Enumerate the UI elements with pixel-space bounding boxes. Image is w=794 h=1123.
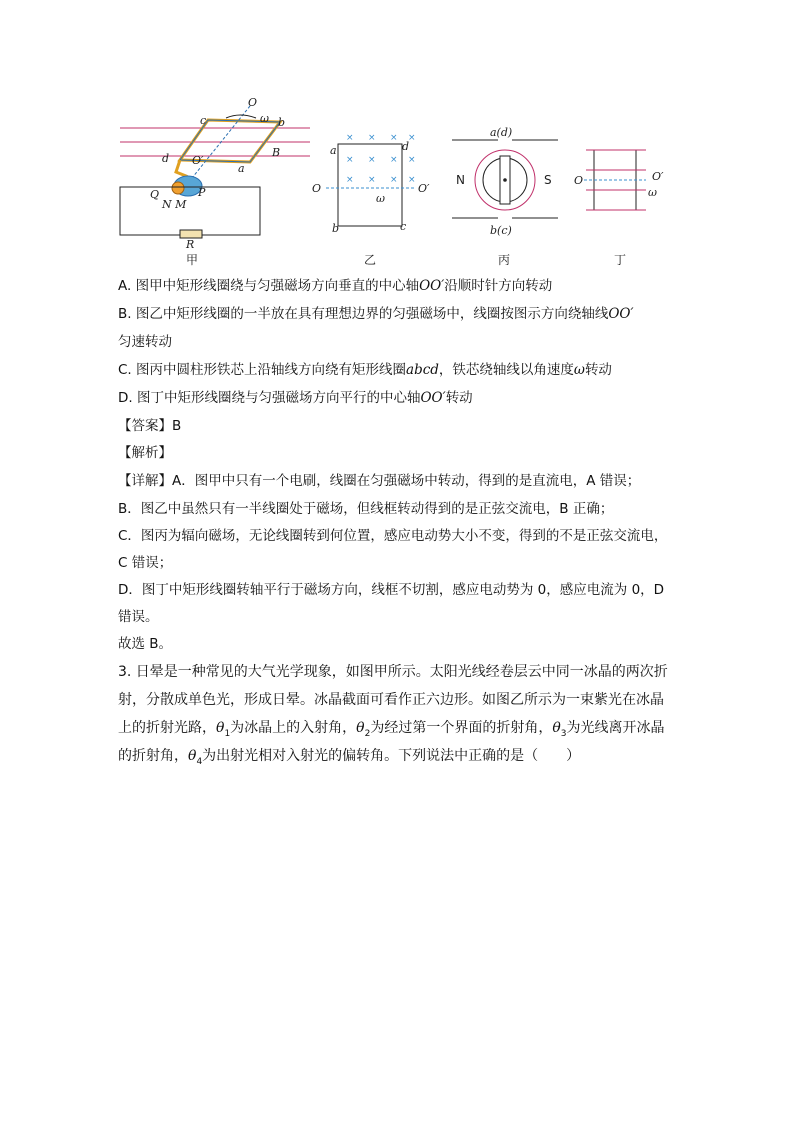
option-d: [118, 388, 473, 408]
q3-l4b: 为出射光相对入射光的偏转角。下列说法中正确的是（ ）: [202, 748, 581, 764]
label-Oprime: O′: [192, 154, 204, 167]
label-P: P: [198, 186, 206, 199]
q3-line-1: 3. 日晕是一种常见的大气光学现象，如图甲所示。太阳光线经卷层云中同一冰晶的两次折: [118, 664, 668, 680]
theta-4: θ: [188, 748, 197, 764]
detail-tag: 【详解】: [118, 473, 172, 489]
q3-l3d: 为光线离开冰晶: [566, 720, 665, 736]
label-omega: ω: [376, 192, 385, 205]
q3-line-2: 射，分散成单色光，形成日晕。冰晶截面可看作正六边形。如图乙所示为一束紫光在冰晶: [118, 692, 664, 708]
option-a-text: A. 图甲中矩形线圈绕与匀强磁场方向垂直的中心轴: [118, 278, 420, 294]
svg-text:×: ×: [346, 155, 354, 165]
option-a-post: 沿顺时针方向转动: [444, 278, 553, 294]
label-a: a: [238, 162, 245, 175]
caption-bing: 丙: [498, 253, 511, 267]
option-c: [118, 360, 612, 380]
detail-line-1: [118, 471, 640, 491]
option-b-var: OO′: [608, 306, 634, 322]
detail-line-3: C．图丙为辐向磁场，无论线圈转到何位置，感应电动势大小不变，得到的不是正弦交流电，: [118, 528, 668, 544]
caption-ding: 丁: [614, 253, 627, 267]
answer-line: [118, 416, 181, 436]
option-a: [118, 276, 552, 296]
svg-text:×: ×: [346, 133, 354, 143]
svg-text:×: ×: [346, 175, 354, 185]
theta-4-sub: 4: [196, 756, 203, 767]
theta-2: θ: [356, 720, 365, 736]
option-d-var: OO′: [420, 390, 446, 406]
option-c-var2: ω: [573, 362, 585, 378]
option-c-mid: ，铁芯绕轴线以角速度: [438, 362, 574, 378]
svg-text:×: ×: [368, 155, 376, 165]
label-top: a(d): [490, 126, 513, 139]
detail-text-1: A．图甲中只有一个电刷，线圈在匀强磁场中转动，得到的是直流电，A 错误；: [172, 473, 641, 489]
theta-3-sub: 3: [560, 728, 567, 739]
label-Q: Q: [150, 188, 160, 201]
caption-yi: 乙: [364, 253, 377, 267]
svg-text:×: ×: [408, 133, 416, 143]
figure-strip: [100, 92, 700, 270]
label-a: a: [330, 144, 337, 157]
figure-jia: [120, 96, 310, 267]
svg-text:×: ×: [368, 175, 376, 185]
q3-l3a: 上的折射光路，: [118, 720, 216, 736]
option-b-cont: 匀速转动: [118, 334, 172, 350]
theta-3: θ: [552, 720, 561, 736]
option-d-post: 转动: [445, 390, 473, 406]
answer-tag: 【答案】: [118, 418, 172, 434]
label-c: c: [400, 220, 407, 233]
option-c-var: abcd: [406, 362, 439, 378]
label-O: O: [574, 174, 584, 187]
figure-yi: [312, 133, 430, 267]
detail-line-4: C 错误；: [118, 555, 173, 571]
detail-line-2: B．图乙中虽然只有一半线圈处于磁场，但线框转动得到的是正弦交流电，B 正确；: [118, 501, 614, 517]
figure-bing: [452, 126, 558, 267]
label-b: b: [278, 116, 286, 129]
svg-text:×: ×: [390, 133, 398, 143]
q3-l3c: 为经过第一个界面的折射角，: [370, 720, 553, 736]
figure-ding: [574, 150, 664, 267]
theta-2-sub: 2: [364, 728, 371, 739]
label-NM: N M: [162, 198, 187, 211]
label-R: R: [186, 238, 195, 251]
label-b: b: [332, 222, 340, 235]
detail-line-5: D．图丁中矩形线圈转轴平行于磁场方向，线框不切割，感应电动势为 0，感应电流为 0，D: [118, 582, 665, 598]
q3-l4a: 的折射角，: [118, 748, 188, 764]
option-c-text: C. 图丙中圆柱形铁芯上沿轴线方向绕有矩形线圈: [118, 362, 407, 378]
detail-line-6: 错误。: [118, 609, 159, 625]
answer-value: B: [172, 418, 182, 434]
label-omega: ω: [648, 186, 657, 199]
label-O: O: [248, 96, 258, 109]
label-d: d: [402, 140, 410, 153]
q3-l3b: 为冰晶上的入射角，: [230, 720, 357, 736]
label-c: c: [200, 114, 207, 127]
label-d: d: [162, 152, 170, 165]
svg-text:×: ×: [390, 155, 398, 165]
svg-text:×: ×: [408, 155, 416, 165]
label-B: B: [272, 146, 281, 159]
svg-text:×: ×: [368, 133, 376, 143]
label-Oprime: O′: [418, 182, 430, 195]
label-O: O: [312, 182, 322, 195]
analysis-tag: 【解析】: [118, 445, 172, 461]
label-Oprime: O′: [652, 170, 664, 183]
label-bottom: b(c): [490, 224, 512, 237]
option-b: [118, 304, 634, 324]
caption-jia: 甲: [186, 253, 199, 267]
option-d-text: D. 图丁中矩形线圈绕与匀强磁场方向平行的中心轴: [118, 390, 421, 406]
svg-text:×: ×: [408, 175, 416, 185]
figures-svg: [100, 92, 700, 270]
option-b-text: B. 图乙中矩形线圈的一半放在具有理想边界的匀强磁场中，线圈按图示方向绕轴线: [118, 306, 609, 322]
theta-1-sub: 1: [224, 728, 231, 739]
q3-line-3: [118, 718, 665, 744]
label-S: S: [544, 173, 552, 187]
label-N: N: [456, 173, 465, 187]
svg-text:×: ×: [390, 175, 398, 185]
label-omega: ω: [260, 112, 269, 125]
q3-line-4: [118, 746, 580, 772]
theta-1: θ: [216, 720, 225, 736]
option-a-var: OO′: [419, 278, 445, 294]
option-c-post: 转动: [584, 362, 612, 378]
detail-line-7: 故选 B。: [118, 636, 173, 652]
